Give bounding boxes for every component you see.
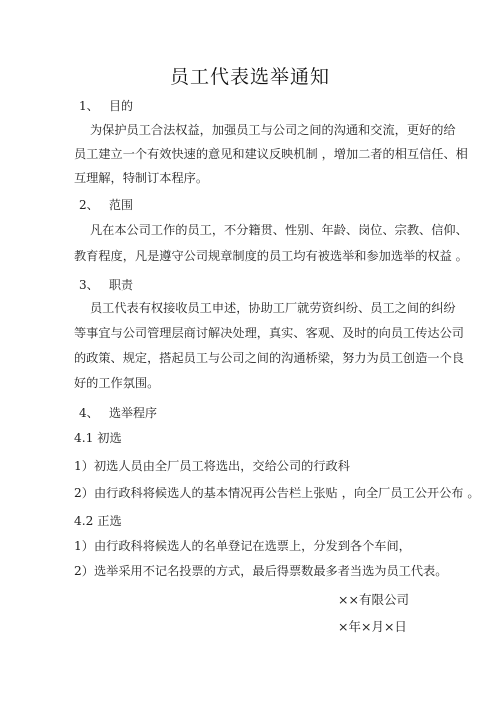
procedure-line: 1）初选人员由全厂员工将选出，交给公司的行政科: [74, 459, 350, 473]
section-number: 4、: [79, 406, 99, 420]
paragraph-line: 凡在本公司工作的员工，不分籍贯、性别、年龄、岗位、宗教、信仰、: [90, 223, 468, 237]
section-heading-duties: [79, 276, 133, 293]
paragraph-line: 员工代表有权接收员工申述，协助工厂就劳资纠纷、员工之间的纠纷: [90, 301, 456, 315]
procedure-line: 2）选举采用不记名投票的方式，最后得票数最多者当选为员工代表。: [74, 564, 448, 578]
subsection-label: 4.2 正选: [74, 514, 122, 528]
section-heading-scope: [79, 196, 133, 213]
subsection-label: 4.1 初选: [74, 431, 122, 445]
paragraph-line: 的政策、规定，搭起员工与公司之间的沟通桥梁，努力为员工创造一个良: [74, 351, 464, 365]
paragraph-line: 互理解，特制订本程序。: [74, 171, 209, 185]
paragraph-line: 为保护员工合法权益，加强员工与公司之间的沟通和交流，更好的给: [90, 123, 456, 137]
section-title: 职责: [109, 278, 134, 292]
section-title: 范围: [109, 198, 134, 212]
section-heading-election-procedure: [79, 404, 157, 421]
signature-date: ×年×月×日: [338, 619, 407, 634]
section-number: 2、: [79, 198, 99, 212]
procedure-line: 1）由行政科将候选人的名单登记在选票上，分发到各个车间，: [74, 539, 411, 553]
page-title: 员工代表选举通知: [169, 66, 330, 88]
paragraph-line: 教育程度，凡是遵守公司规章制度的员工均有被选举和参加选举的权益 。: [74, 249, 468, 263]
section-heading-purpose: [79, 97, 133, 114]
section-title: 目的: [109, 99, 134, 113]
section-number: 3、: [79, 278, 99, 292]
paragraph-line: 员工建立一个有效快速的意见和建议反映机制 ，增加二者的相互信任、相: [74, 147, 468, 161]
section-title: 选举程序: [109, 406, 158, 420]
signature-company: ××有限公司: [338, 592, 409, 607]
paragraph-line: 好的工作氛围。: [74, 376, 160, 390]
paragraph-line: 等事宜与公司管理层商讨解决处理，真实、客观、及时的向员工传达公司: [74, 326, 464, 340]
procedure-line: 2）由行政科将候选人的基本情况再公告栏上张贴 ，向全厂员工公开公布 。: [74, 486, 480, 500]
section-number: 1、: [79, 99, 99, 113]
